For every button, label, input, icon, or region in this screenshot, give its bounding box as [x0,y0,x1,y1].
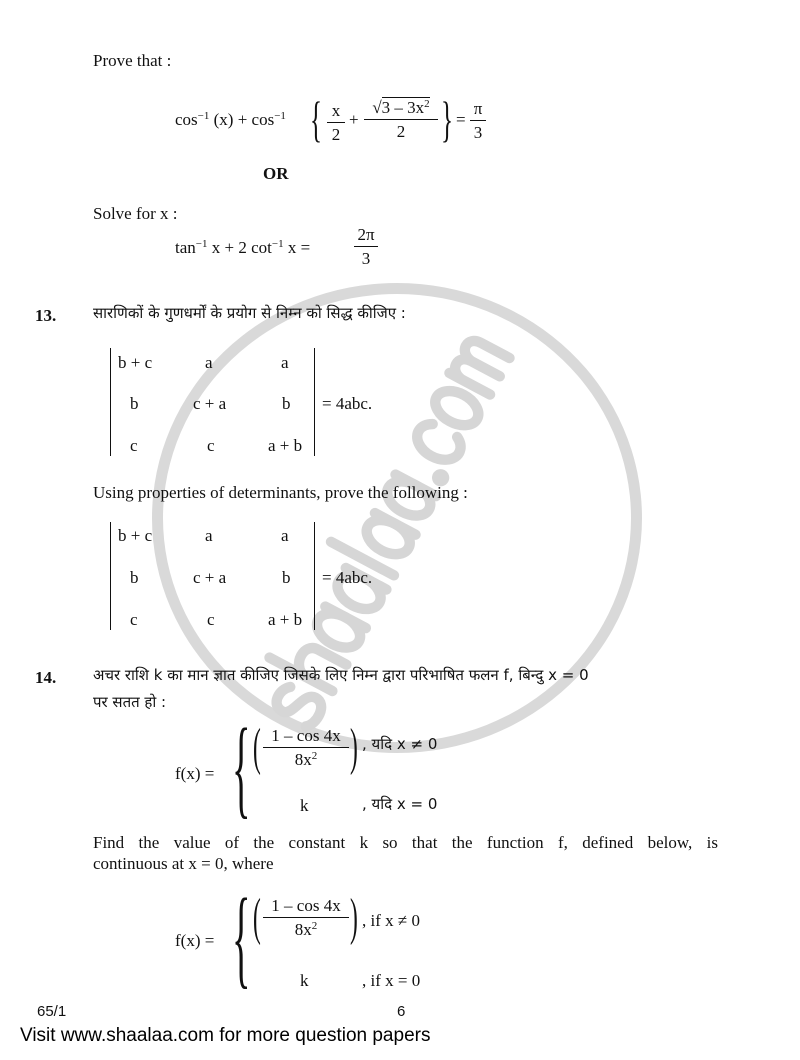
determinant-result: = 4abc. [322,568,373,587]
matrix-cell: b [282,568,291,587]
matrix-cell: b [282,394,291,413]
equals: = [456,110,466,129]
left-brace: { [310,91,322,147]
matrix-cell: b [130,394,139,413]
cases-brace: { [232,876,251,998]
q14-english-line2: continuous at x = 0, where [93,854,274,873]
fx-label: f(x) = [175,764,215,783]
matrix-cell: a + b [268,610,303,629]
matrix-cell: a [205,353,213,372]
case2-condition: , if x = 0 [362,971,421,990]
solve-label: Solve for x : [93,204,178,223]
q14-english-line1: Find the value of the constant k so that the function f, defined below, is [93,833,718,852]
right-paren: ) [350,889,358,946]
left-paren: ( [253,719,261,776]
matrix-cell: c + a [193,394,227,413]
fraction-2pi-over-3: $\frac{2\pi}{3}$ [354,226,378,267]
case1-condition: , if x ≠ 0 [362,911,420,930]
question-number-13: 13. [35,306,57,325]
right-brace: } [441,91,453,147]
matrix-cell: b [130,568,139,587]
matrix-cell: a + b [268,436,303,455]
plus-sign: + [349,110,359,129]
prove-label: Prove that : [93,51,172,70]
matrix-cell: a [281,526,289,545]
case2-condition: , यदि x = 0 [362,795,438,813]
case1-condition: , यदि x ≠ 0 [362,735,438,753]
visit-link[interactable]: Visit www.shaalaa.com for more question papers [20,1025,431,1046]
or-label: OR [263,164,289,183]
case2-value: k [300,971,309,990]
determinant-result: = 4abc. [322,394,373,413]
inverse-cos-lhs: $\cos^{-1} (x) + \cos^{-1}$ [175,110,286,129]
tan-equation: $\tan^{-1} x + 2$ $\cot^{-1} x$ = [175,238,311,257]
case2-value: k [300,796,309,815]
fraction-sqrt: $\frac{√3 - 3x^2}{2}$ [364,97,438,140]
matrix-cell: c [130,436,138,455]
left-paren: ( [253,889,261,946]
matrix-cell: b + c [118,353,153,372]
right-paren: ) [350,719,358,776]
q14-hindi-line1: अचर राशि k का मान ज्ञात कीजिए जिसके लिए निम्न द्वारा परिभाषित फलन f, बिन्दु x = 0 [93,666,589,684]
matrix-cell: a [205,526,213,545]
matrix-cell: c [207,610,215,629]
q14-hindi-line2: पर सतत हो : [93,693,167,711]
page-number: 6 [397,1003,406,1020]
fraction-cos: $\frac{1 - \cos 4x}{8x^2}$ [263,727,349,768]
cases-brace: { [232,706,251,828]
q13-hindi-text: सारणिकों के गुणधर्मों के प्रयोग से निम्न को सिद्ध कीजिए : [93,304,406,322]
fraction-cos: $\frac{1 - \cos 4x}{8x^2}$ [263,897,349,938]
matrix-cell: c + a [193,568,227,587]
matrix-cell: c [130,610,138,629]
fx-label: f(x) = [175,931,215,950]
fraction-pi-over-3: $\frac{\pi}{3}$ [470,100,486,141]
matrix-cell: b + c [118,526,153,545]
fraction-x-over-2: $\frac{x}{2}$ [327,102,345,143]
matrix-cell: a [281,353,289,372]
matrix-cell: c [207,436,215,455]
paper-code: 65/1 [37,1003,67,1020]
q13-english-text: Using properties of determinants, prove the following : [93,483,468,502]
question-number-14: 14. [35,668,57,687]
